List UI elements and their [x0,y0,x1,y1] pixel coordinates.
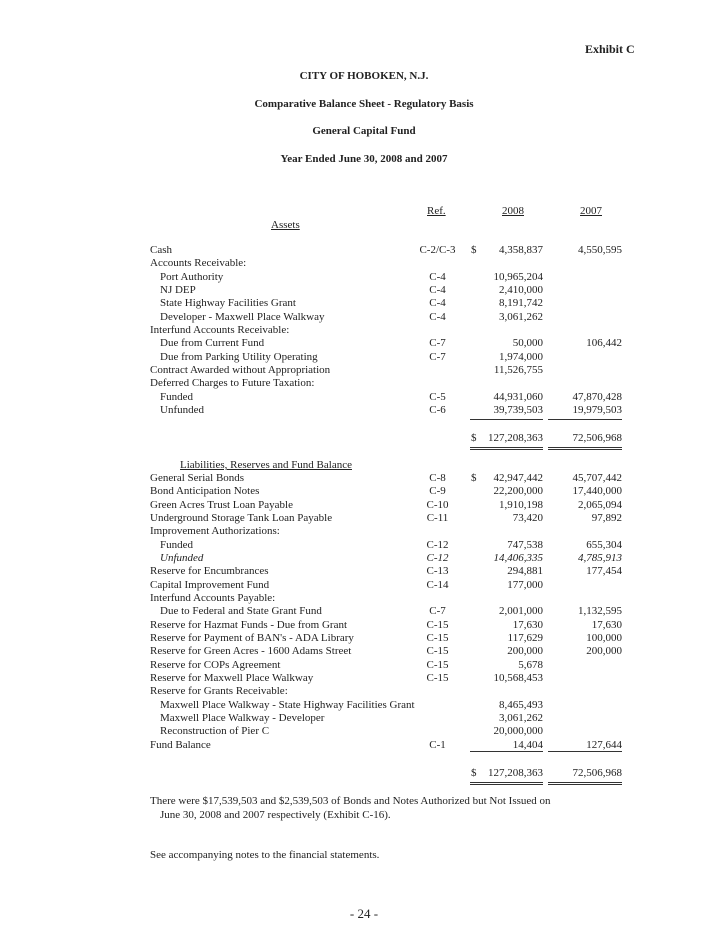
report-title: Comparative Balance Sheet - Regulatory Basis [254,98,474,110]
liabilities-row [0,539,728,552]
line-item-ref: C-15 [426,631,449,644]
accompanying-notes-text: See accompanying notes to the financial statements. [150,849,380,861]
line-item-label: Due from Current Fund [160,337,265,350]
line-item-value-2008: 73,420 [512,511,543,524]
line-item-value-2008: 4,358,837 [499,244,543,256]
line-item-value-2007: 47,870,428 [572,390,622,403]
line-item-ref: C-14 [426,578,449,591]
line-item-ref: C-8 [429,472,446,484]
fund-title: General Capital Fund [312,125,416,137]
liabilities-row [0,472,728,485]
line-item-label: NJ DEP [160,283,196,296]
liabilities-row [0,499,728,512]
line-item-label: General Serial Bonds [150,472,245,484]
authorized-not-issued-note-line2: June 30, 2008 and 2007 respectively (Exhibit C-16). [160,809,391,821]
line-item-value-2007: 2,065,094 [578,498,622,511]
assets-row [0,297,728,310]
line-item-value-2008: 10,568,453 [493,671,543,684]
liab-total-double-rule-2008b [470,784,543,785]
line-item-label: Deferred Charges to Future Taxation: [150,377,315,390]
line-item-label: Reserve for Maxwell Place Walkway [150,671,314,684]
liabilities-row [0,619,728,632]
line-item-label: Accounts Receivable: [150,257,247,270]
line-item-label: Maxwell Place Walkway - Developer [160,711,325,724]
liab-total-2008: 127,208,363 [488,767,543,779]
line-item-ref: C-5 [429,390,446,403]
line-item-value-2007: 17,440,000 [572,485,622,498]
line-item-value-2008: 3,061,262 [499,711,543,724]
line-item-value-2008: 1,974,000 [499,350,543,363]
line-item-dollar-sign: $ [471,244,477,256]
line-item-value-2008: 20,000,000 [493,725,543,738]
assets-total-double-rule-2007a [548,447,622,448]
line-item-ref: C-12 [426,551,449,564]
line-item-ref: C-9 [429,485,446,498]
line-item-value-2007: 177,454 [586,565,622,578]
liab-total-row [0,767,728,780]
line-item-value-2007: 200,000 [586,645,622,658]
line-item-value-2008: 177,000 [507,578,543,591]
liabilities-row [0,512,728,525]
line-item-label: Reserve for Green Acres - 1600 Adams Street [150,645,352,658]
line-item-value-2007: 97,892 [591,511,622,524]
assets-row [0,404,728,417]
liabilities-row [0,485,728,498]
line-item-value-2007: 106,442 [586,337,622,350]
line-item-label: Green Acres Trust Loan Payable [150,498,293,511]
line-item-ref: C-1 [429,738,446,751]
line-item-ref: C-4 [429,270,446,283]
assets-total-row [0,432,728,445]
line-item-value-2008: 8,465,493 [499,698,543,711]
line-item-value-2007: 100,000 [586,631,622,644]
liab-total-dollar: $ [471,767,477,779]
line-item-label: Improvement Authorizations: [150,525,280,538]
line-item-value-2008: 747,538 [507,538,543,551]
liab-total-double-rule-2007b [548,784,622,785]
page-number: - 24 - [349,906,379,921]
line-item-ref: C-11 [426,511,449,524]
assets-row [0,377,728,390]
liabilities-row [0,632,728,645]
line-item-value-2008: 14,404 [512,738,543,751]
line-item-value-2008: 22,200,000 [493,485,543,498]
line-item-value-2007: 45,707,442 [572,472,622,484]
liabilities-row [0,605,728,618]
city-title: CITY OF HOBOKEN, N.J. [299,70,429,82]
authorized-not-issued-note-line1: There were $17,539,503 and $2,539,503 of Bonds and Notes Authorized but Not Issued on [150,795,551,807]
assets-row [0,271,728,284]
line-item-label: State Highway Facilities Grant [160,297,296,310]
line-item-value-2007: 4,550,595 [578,244,622,256]
assets-subtotal-rule-2007 [548,419,622,420]
line-item-ref: C-4 [429,310,446,323]
assets-total-dollar: $ [471,432,477,444]
line-item-label: Maxwell Place Walkway - State Highway Facilities Grant [160,698,415,711]
line-item-label: Developer - Maxwell Place Walkway [160,310,325,323]
liabilities-row [0,699,728,712]
assets-total-2008: 127,208,363 [488,432,543,444]
line-item-label: Reserve for Payment of BAN's - ADA Library [150,631,354,644]
line-item-value-2008: 11,526,755 [493,363,543,376]
line-item-value-2008: 14,406,335 [493,551,543,564]
assets-total-double-rule-2007b [548,449,622,450]
line-item-ref: C-13 [426,565,449,578]
line-item-value-2008: 8,191,742 [499,297,543,310]
liab-subtotal-rule-2007 [548,751,622,752]
liabilities-row [0,685,728,698]
liabilities-row [0,659,728,672]
line-item-value-2007: 4,785,913 [578,551,622,564]
line-item-value-2008: 44,931,060 [493,390,543,403]
line-item-ref: C-15 [426,658,449,671]
line-item-value-2008: 200,000 [507,645,543,658]
line-item-label: Contract Awarded without Appropriation [150,363,331,376]
year-2007-header: 2007 [580,205,602,217]
assets-row [0,351,728,364]
line-item-label: Unfunded [160,403,204,416]
ref-column-header: Ref. [427,205,446,217]
liabilities-row [0,645,728,658]
line-item-value-2008: 10,965,204 [493,270,543,283]
liabilities-row [0,592,728,605]
liabilities-row [0,565,728,578]
liabilities-row [0,739,728,752]
line-item-value-2008: 5,678 [518,658,543,671]
line-item-value-2008: 50,000 [512,337,543,350]
line-item-label: Due from Parking Utility Operating [160,350,318,363]
line-item-value-2008: 3,061,262 [499,310,543,323]
assets-row [0,257,728,270]
line-item-value-2007: 19,979,503 [572,403,622,416]
line-item-label: Reserve for Hazmat Funds - Due from Grant [150,618,348,631]
year-2008-header: 2008 [502,205,524,217]
liab-subtotal-rule-2008 [470,751,543,752]
line-item-label: Underground Storage Tank Loan Payable [150,511,333,524]
period-title: Year Ended June 30, 2008 and 2007 [280,153,448,165]
line-item-ref: C-12 [426,538,449,551]
line-item-value-2008: 2,001,000 [499,605,543,618]
assets-row [0,391,728,404]
assets-heading: Assets [271,219,300,231]
liabilities-row [0,672,728,685]
liabilities-row [0,552,728,565]
line-item-value-2007: 127,644 [586,738,622,751]
exhibit-label: Exhibit C [585,42,635,56]
assets-row [0,364,728,377]
line-item-label: Unfunded [160,551,204,564]
line-item-label: Funded [160,538,193,551]
line-item-label: Reconstruction of Pier C [160,725,270,738]
line-item-label: Interfund Accounts Receivable: [150,323,290,336]
liabilities-row [0,525,728,538]
line-item-ref: C-7 [429,350,446,363]
line-item-label: Reserve for COPs Agreement [150,658,281,671]
line-item-label: Port Authority [160,270,224,283]
line-item-label: Interfund Accounts Payable: [150,591,276,604]
line-item-ref: C-4 [429,283,446,296]
line-item-label: Reserve for Encumbrances [150,565,269,578]
line-item-label: Reserve for Grants Receivable: [150,685,288,698]
assets-row [0,284,728,297]
line-item-ref: C-15 [426,671,449,684]
line-item-label: Bond Anticipation Notes [150,485,260,498]
line-item-ref: C-6 [429,403,446,416]
line-item-dollar-sign: $ [471,472,477,484]
line-item-value-2007: 655,304 [586,538,622,551]
line-item-value-2008: 1,910,198 [499,498,543,511]
line-item-ref: C-7 [429,605,446,618]
assets-total-double-rule-2008a [470,447,543,448]
line-item-ref: C-15 [426,645,449,658]
line-item-label: Fund Balance [150,738,211,751]
line-item-value-2008: 39,739,503 [493,403,543,416]
line-item-value-2008: 17,630 [512,618,543,631]
liabilities-row [0,579,728,592]
line-item-ref: C-4 [429,297,446,310]
line-item-label: Cash [150,244,172,256]
line-item-label: Capital Improvement Fund [150,578,270,591]
liab-total-2007: 72,506,968 [572,767,622,779]
line-item-ref: C-10 [426,498,449,511]
liabilities-heading: Liabilities, Reserves and Fund Balance [180,459,352,471]
line-item-value-2007: 1,132,595 [578,605,622,618]
line-item-value-2008: 42,947,442 [493,472,543,484]
assets-row [0,244,728,257]
assets-row [0,324,728,337]
line-item-ref: C-2/C-3 [419,244,456,256]
line-item-ref: C-15 [426,618,449,631]
liabilities-row [0,712,728,725]
assets-total-double-rule-2008b [470,449,543,450]
liab-total-double-rule-2008a [470,782,543,783]
assets-subtotal-rule-2008 [470,419,543,420]
assets-row [0,311,728,324]
line-item-label: Due to Federal and State Grant Fund [160,605,322,618]
assets-total-2007: 72,506,968 [572,432,622,444]
liab-total-double-rule-2007a [548,782,622,783]
line-item-label: Funded [160,390,193,403]
line-item-value-2008: 294,881 [507,565,543,578]
line-item-value-2008: 2,410,000 [499,283,543,296]
line-item-ref: C-7 [429,337,446,350]
liabilities-row [0,725,728,738]
assets-row [0,337,728,350]
line-item-value-2007: 17,630 [591,618,622,631]
line-item-value-2008: 117,629 [507,631,543,644]
